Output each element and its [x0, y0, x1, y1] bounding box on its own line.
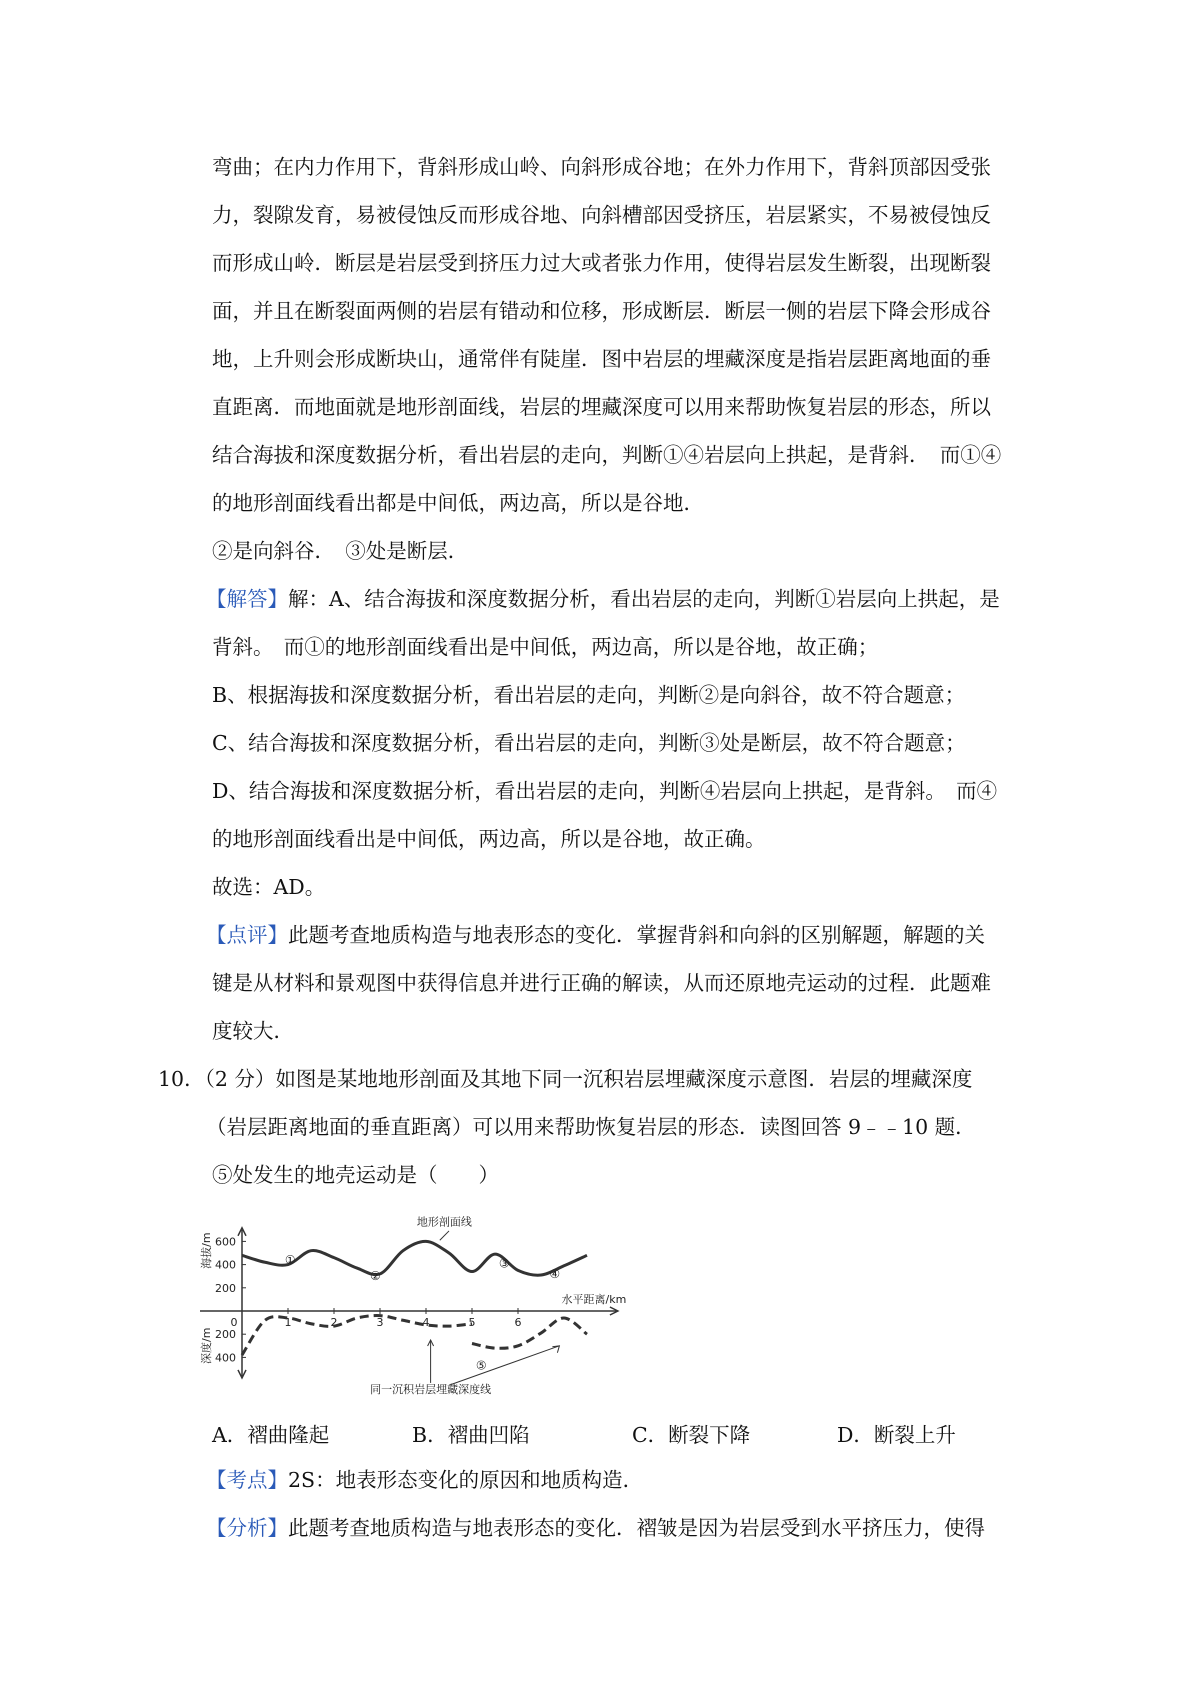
kaodian-line [206, 1466, 643, 1494]
x-tick-label: 2 [330, 1316, 338, 1329]
text-line: 此题考查地质构造与地表形态的变化．掌握背斜和向斜的区别解题，解题的关 [288, 923, 985, 947]
text-line: 结合海拔和深度数据分析，看出岩层的走向，判断①④岩层向上拱起，是背斜． 而①④ [212, 443, 1002, 467]
terrain-series-label: 地形剖面线 [416, 1215, 472, 1229]
terrain-label-pointer [440, 1231, 449, 1240]
x-tick-label: 0 [230, 1316, 238, 1329]
kaodian-text: 2S：地表形态变化的原因和地质构造． [288, 1468, 644, 1492]
kaodian-tag: 【考点】 [206, 1468, 288, 1492]
marker-5: ⑤ [475, 1358, 487, 1373]
y-tick-label: 200 [215, 1281, 236, 1295]
text-line: C、结合海拔和深度数据分析，看出岩层的走向，判断③处是断层，故不符合题意； [212, 731, 966, 755]
text-line: （2 分）如图是某地地形剖面及其地下同一沉积岩层埋藏深度示意图．岩层的埋藏深度 [204, 1067, 973, 1091]
x-tick-label: 3 [376, 1316, 384, 1329]
answer-options [212, 1418, 1012, 1448]
marker-2: ② [370, 1269, 381, 1284]
chart-labels [200, 1215, 626, 1396]
depth-series-label: 同一沉积岩层埋藏深度线 [370, 1382, 492, 1396]
marker-1: ① [284, 1252, 296, 1267]
comment-tag: 【点评】 [206, 923, 288, 947]
terrain-profile-chart [200, 1198, 670, 1413]
text-line: 弯曲；在内力作用下，背斜形成山岭、向斜形成谷地；在外力作用下，背斜顶部因受张 [212, 155, 991, 179]
text-line: （岩层距离地面的垂直距离）可以用来帮助恢复岩层的形态．读图回答 9﹣﹣10 题． [206, 1115, 976, 1139]
text-line: 故选：AD。 [212, 875, 326, 899]
x-tick-label: 4 [422, 1316, 430, 1329]
marker-3: ③ [498, 1256, 510, 1271]
x-tick-label: 1 [284, 1316, 292, 1329]
depth-label-pointer-2 [449, 1346, 559, 1385]
question-first-line [158, 1065, 972, 1093]
x-axis-label: 水平距离/km [561, 1293, 627, 1306]
y-tick-label: 400 [215, 1351, 236, 1365]
y-tick-label: 400 [215, 1258, 236, 1272]
text-line: B、根据海拔和深度数据分析，看出岩层的走向，判断②是向斜谷，故不符合题意； [212, 683, 966, 707]
fenxi-tag: 【分析】 [206, 1516, 288, 1540]
option-c[interactable]: C．断裂下降 [632, 1423, 751, 1447]
chart-axes [200, 1228, 618, 1378]
text-line: 键是从材料和景观图中获得信息并进行正确的解读，从而还原地壳运动的过程．此题难 [212, 971, 991, 995]
x-tick-label: 5 [468, 1316, 476, 1329]
option-a[interactable]: A．褶曲隆起 [212, 1423, 330, 1447]
depth-line-segment [242, 1316, 472, 1356]
text-line: 的地形剖面线看出都是中间低，两边高，所以是谷地． [212, 491, 704, 515]
upper-axis-label: 海拔/m [200, 1232, 213, 1269]
text-line: 的地形剖面线看出是中间低，两边高，所以是谷地，故正确。 [212, 827, 766, 851]
marker-4: ④ [549, 1266, 561, 1281]
comment-first-line [206, 921, 985, 949]
lower-axis-label: 深度/m [200, 1327, 213, 1365]
x-tick-label: 6 [514, 1316, 522, 1329]
text-line: D、结合海拔和深度数据分析，看出岩层的走向，判断④岩层向上拱起，是背斜。 而④ [212, 779, 998, 803]
depth-line-group [242, 1316, 587, 1356]
text-line: 度较大． [212, 1019, 294, 1043]
text-line: 力，裂隙发育，易被侵蚀反而形成谷地、向斜槽部因受挤压，岩层紧实，不易被侵蚀反 [212, 203, 991, 227]
fenxi-text: 此题考查地质构造与地表形态的变化．褶皱是因为岩层受到水平挤压力，使得 [288, 1516, 985, 1540]
option-d[interactable]: D．断裂上升 [837, 1423, 956, 1447]
text-line: 而形成山岭．断层是岩层受到挤压力过大或者张力作用，使得岩层发生断裂，出现断裂 [212, 251, 991, 275]
answer-first-line [206, 585, 1000, 613]
text-line: ⑤处发生的地壳运动是（ ） [212, 1163, 499, 1187]
question-number: 10． [158, 1067, 205, 1091]
text-line: 背斜。 而①的地形剖面线看出是中间低，两边高，所以是谷地，故正确； [212, 635, 879, 659]
y-tick-label: 200 [215, 1328, 236, 1342]
option-b[interactable]: B．褶曲凹陷 [412, 1423, 530, 1447]
text-line: 地，上升则会形成断块山，通常伴有陡崖．图中岩层的埋藏深度是指岩层距离地面的垂 [212, 347, 991, 371]
text-line: ②是向斜谷． ③处是断层． [212, 539, 469, 563]
depth-line-segment [472, 1318, 587, 1348]
text-line: 面，并且在断裂面两侧的岩层有错动和位移，形成断层．断层一侧的岩层下降会形成谷 [212, 299, 991, 323]
text-line: 解：A、结合海拔和深度数据分析，看出岩层的走向，判断①岩层向上拱起，是 [288, 587, 1000, 611]
fenxi-line [206, 1514, 985, 1542]
y-tick-label: 600 [215, 1235, 236, 1249]
text-line: 直距离．而地面就是地形剖面线，岩层的埋藏深度可以用来帮助恢复岩层的形态，所以 [212, 395, 991, 419]
answer-tag: 【解答】 [206, 587, 288, 611]
